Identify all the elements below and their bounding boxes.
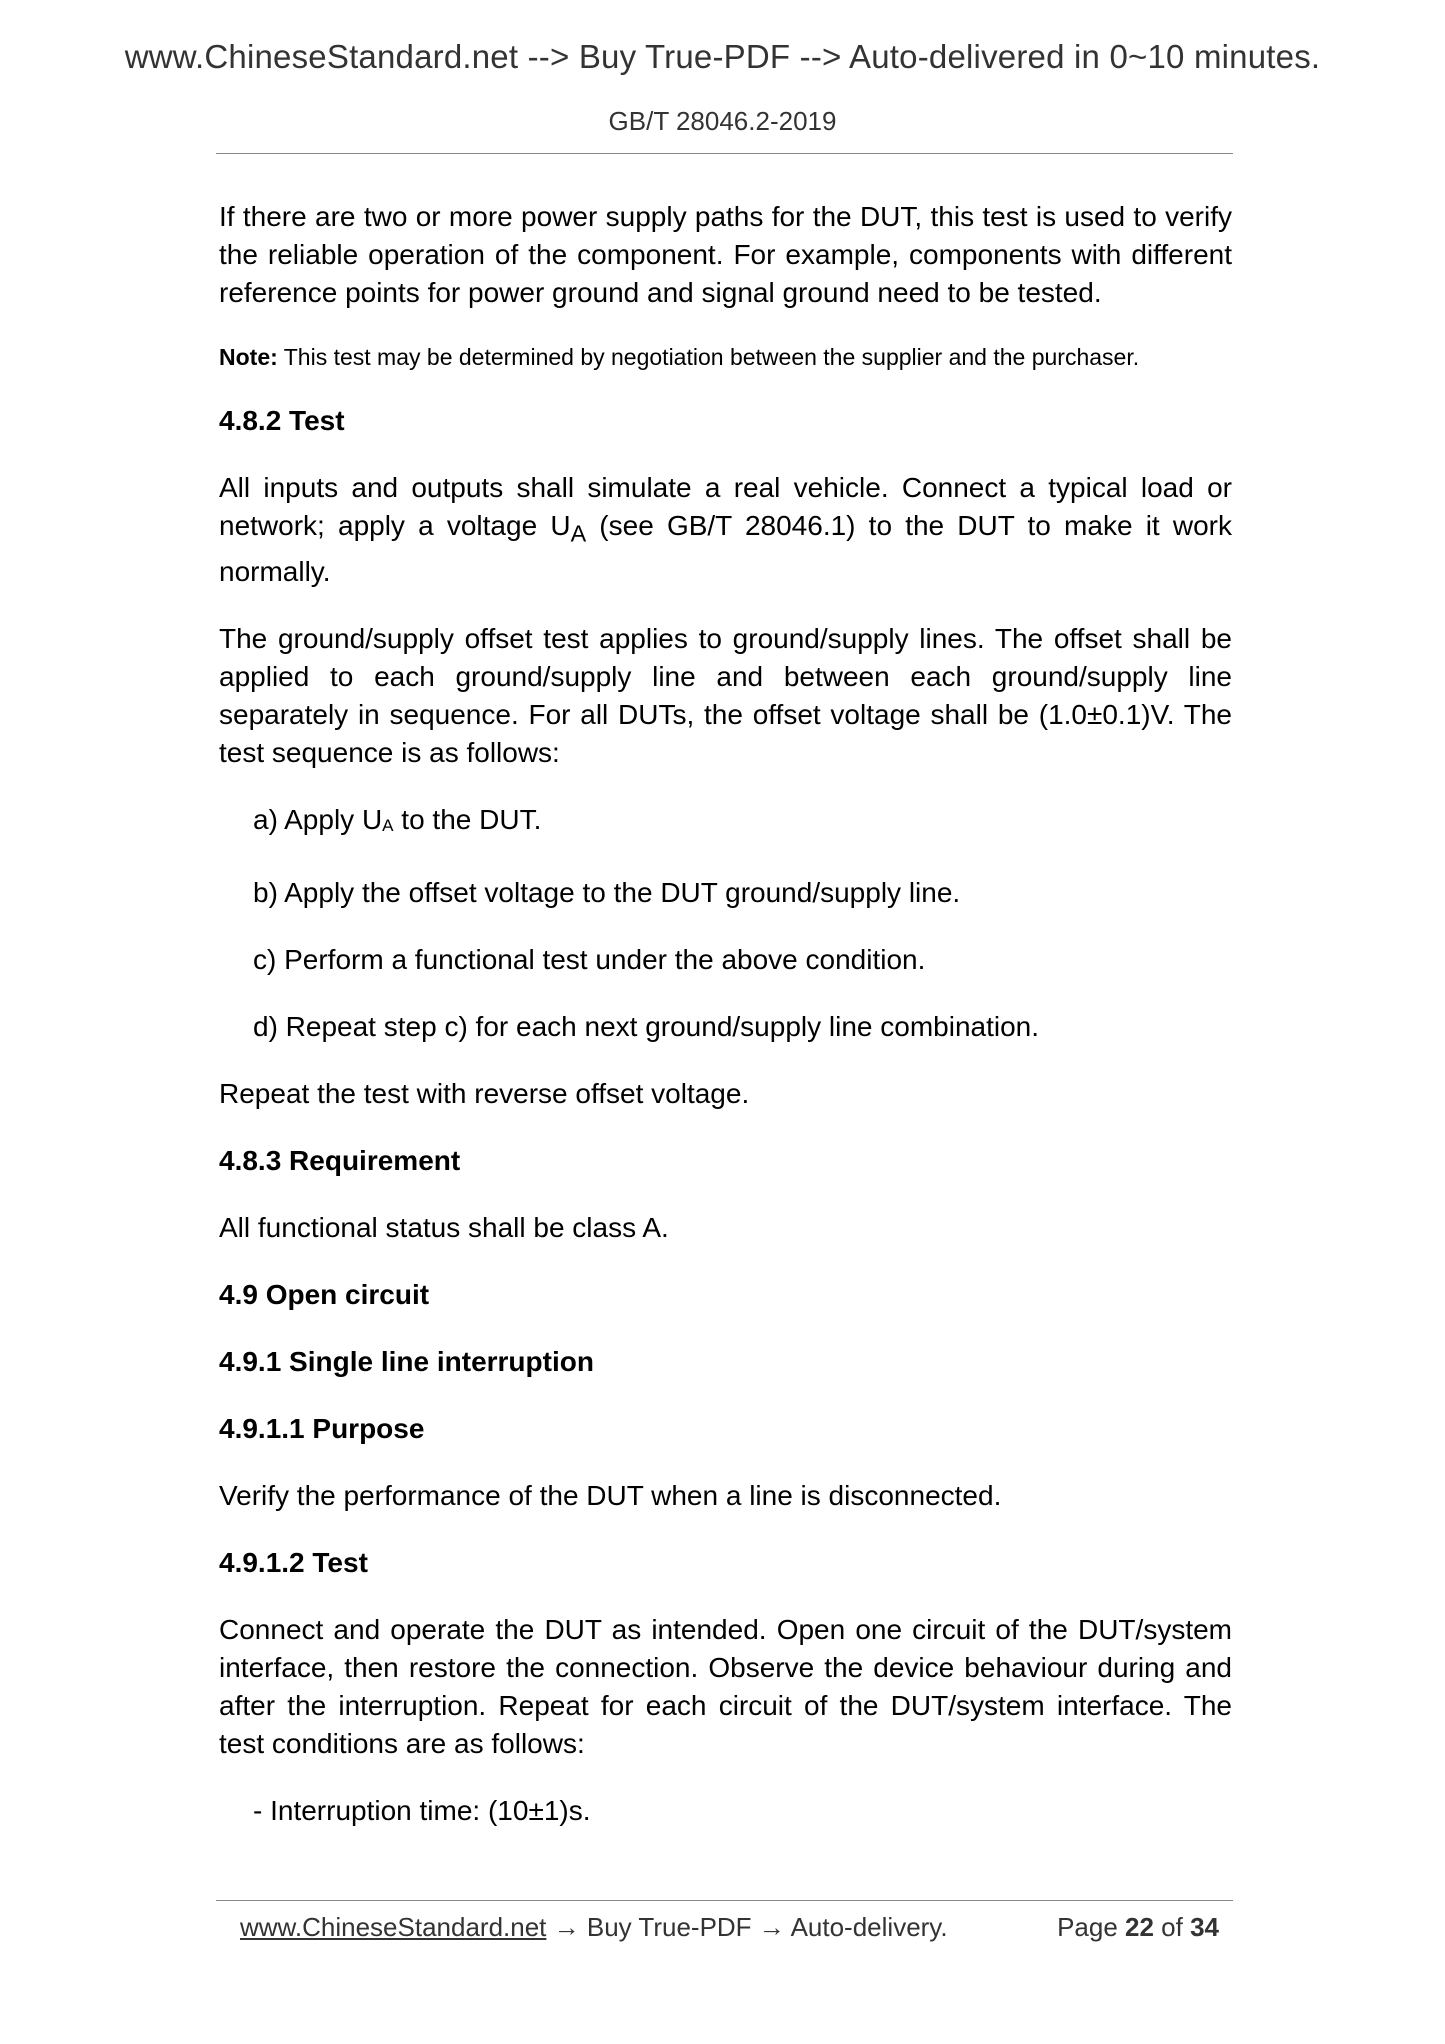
page-number: 22 [1125, 1912, 1154, 1942]
interruption-time-item: - Interruption time: (10±1)s. [253, 1794, 591, 1826]
standard-code: GB/T 28046.2-2019 [608, 106, 837, 136]
intro-paragraph: If there are two or more power supply paths for the DUT, this test is used to verify the reliable operation of the component. For example, components with different reference points for power ground and signal ground need to be tested. [219, 201, 1232, 308]
heading-4-8-2: 4.8.2 Test [219, 405, 345, 436]
heading-4-9-1-1: 4.9.1.1 Purpose [219, 1412, 425, 1444]
step-a [253, 801, 1232, 845]
note [219, 341, 1232, 373]
heading-4-8-3: 4.8.3 Requirement [219, 1144, 461, 1176]
footer-tagline: → Buy True-PDF → Auto-delivery. [546, 1912, 948, 1942]
total-pages: 34 [1190, 1912, 1219, 1942]
page-word: Page [1057, 1912, 1126, 1942]
header-divider [216, 153, 1233, 154]
site-banner: www.ChineseStandard.net --> Buy True-PDF --> Auto-delivered in 0~10 minutes. [124, 38, 1321, 75]
note-label: Note: [219, 344, 278, 370]
setup-text-end: (see GB/T 28046.1) to the DUT to make it work normally. [219, 510, 1232, 587]
step-b: b) Apply the offset voltage to the DUT ground/supply line. [253, 876, 961, 908]
page-content [219, 198, 1232, 1859]
heading-4-9: 4.9 Open circuit [219, 1278, 430, 1310]
subscript-a: A [570, 520, 587, 547]
step-d: d) Repeat step c) for each next ground/supply line combination. [253, 1010, 1040, 1042]
step-a-text-start: a) Apply U [253, 803, 383, 835]
footer-site-link[interactable]: www.ChineseStandard.net [240, 1912, 547, 1942]
footer-left [240, 1912, 948, 1943]
setup-text-start: All inputs and outputs shall simulate a real vehicle. Connect a typical load or network; apply a voltage U [219, 472, 1232, 541]
heading-4-9-1-2: 4.9.1.2 Test [219, 1546, 368, 1578]
subscript-a: A [382, 815, 394, 835]
step-a-text-end: to the DUT. [393, 803, 542, 835]
paragraph-4-9-1-1: Verify the performance of the DUT when a line is disconnected. [219, 1479, 1002, 1511]
paragraph-4-9-1-2: Connect and operate the DUT as intended. Open one circuit of the DUT/system interface, then restore the connection. Observe the device behaviour during and after the interruption. Repeat for each circuit of the DUT/system interface. The test conditions are as follows: [219, 1613, 1232, 1759]
note-text: This test may be determined by negotiation between the supplier and the purchaser. [277, 344, 1140, 370]
of-word: of [1153, 1912, 1191, 1942]
page-indicator [1057, 1912, 1219, 1943]
heading-4-9-1: 4.9.1 Single line interruption [219, 1345, 594, 1377]
paragraph-4-8-2-setup [219, 469, 1232, 591]
paragraph-repeat: Repeat the test with reverse offset voltage. [219, 1077, 750, 1109]
page-footer [216, 1900, 1233, 1950]
step-c: c) Perform a functional test under the above condition. [253, 943, 926, 975]
paragraph-4-8-3: All functional status shall be class A. [219, 1211, 669, 1243]
paragraph-4-8-2-offset: The ground/supply offset test applies to ground/supply lines. The offset shall be applied to each ground/supply line and between each ground/supply line separately in sequence. For all DUTs, the offset voltage shall be (1.0±0.1)V. The test sequence is as follows: [219, 622, 1232, 768]
